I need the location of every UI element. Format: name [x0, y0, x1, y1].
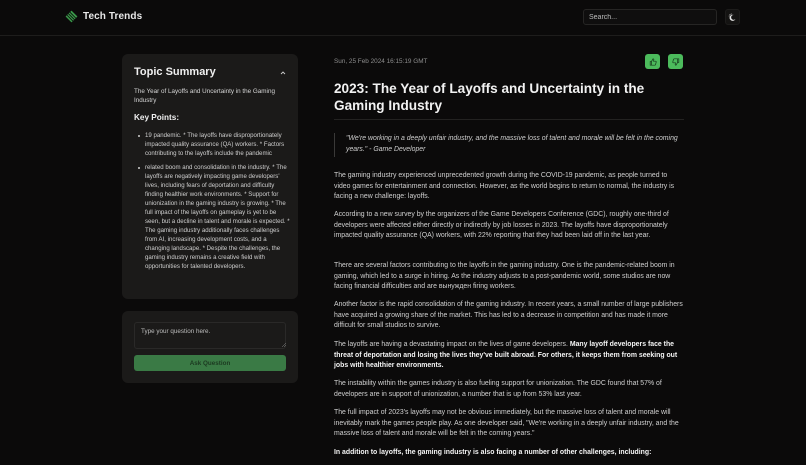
topic-summary-card [122, 54, 298, 299]
article-paragraph-impact [334, 340, 684, 372]
impact-text: The layoffs are having a devastating impact on the lives of game developers. [334, 341, 570, 348]
summary-title: Topic Summary [134, 66, 216, 78]
article-paragraph: The full impact of 2023's layoffs may not be obvious immediately, but the massive loss of talent and morale will inevitably mark the games people play. As one developer said, "We're working in a deeply unfair industry, and the massive loss of talent and morale will be felt in the coming years." [334, 409, 679, 438]
article-title: 2023: The Year of Layoffs and Uncertainty in the Gaming Industry [334, 81, 645, 113]
summary-subtitle: The Year of Layoffs and Uncertainty in the Gaming Industry [134, 88, 275, 104]
key-point-item: 19 pandemic. * The layoffs have disproportionately impacted quality assurance (QA) workers. * Factors contributing to the layoffs include the pandemic [134, 131, 292, 158]
closing-bold-text: In addition to layoffs, the gaming industry is also facing a number of other challenges, including: [334, 449, 652, 456]
thumbs-down-icon [672, 58, 680, 66]
ask-question-button[interactable]: Ask Question [134, 355, 286, 371]
moon-sun-icon [728, 13, 737, 22]
brand[interactable] [65, 10, 142, 23]
chevron-up-icon[interactable] [279, 69, 287, 77]
brand-logo-icon [65, 10, 78, 23]
brand-name: Tech Trends [83, 11, 143, 22]
key-points-heading: Key Points: [134, 113, 180, 122]
resize-grip-icon[interactable] [282, 343, 286, 347]
title-divider [334, 119, 684, 120]
article-paragraph: The instability within the games industry is also fueling support for unionization. The GDC found that 57% of developers are in support of unionization, a number that is up from 53% last year. [334, 380, 662, 398]
article-quote: "We're working in a deeply unfair industry, and the massive loss of talent and morale will be felt in the coming years." - Game Developer [334, 133, 684, 157]
article-closing-bold [334, 448, 684, 459]
article-paragraph: According to a new survey by the organizers of the Game Developers Conference (GDC), roughly one-third of developers were affected either directly or indirectly by job losses in 2023. The layoffs have disproportionately impacted quality assurance (QA) workers, with 22% reporting that they had been laid off in the last year. [334, 211, 669, 240]
impact-bold-text: Many layoff developers face the threat of deportation and losing the lives they've built abroad. For others, it keeps them from seeking out jobs with healthier environments. [334, 341, 678, 370]
ask-question-card [122, 311, 298, 383]
article-date: Sun, 25 Feb 2024 16:15:19 GMT [334, 58, 428, 65]
downvote-button[interactable] [668, 54, 683, 69]
key-point-item: related boom and consolidation in the industry. * The layoffs are negatively impacting game developers' lives, including fears of deportation and difficulty finding healthier work environments. * Support for unionization in the gaming industry is growing. * The full impact of the layoffs on gameplay is yet to be seen, but a decline in talent and morale is expected. * The gaming industry additionally faces challenges from AI, increasing development costs, and a changing landscape. * Despite the challenges, the gaming industry remains a creative field with opportunities for talented developers. [134, 163, 292, 271]
search-input[interactable] [583, 9, 717, 25]
article-paragraph: There are several factors contributing to the layoffs in the gaming industry. One is the pandemic-related boom in gaming, which led to a surge in hiring. As the industry adjusts to a post-pandemic world, some studios are now facing financial difficulties and are вынужден firing workers. [334, 262, 675, 291]
thumbs-up-icon [649, 58, 657, 66]
key-points-list [134, 131, 292, 276]
upvote-button[interactable] [645, 54, 660, 69]
article-paragraph: The gaming industry experienced unprecedented growth during the COVID-19 pandemic, as people turned to video games for entertainment and connection. However, as the world begins to return to normal, the industry is facing a new challenge: layoffs. [334, 172, 675, 201]
theme-toggle-button[interactable] [725, 9, 740, 25]
top-header [0, 0, 806, 36]
article-paragraph: Another factor is the rapid consolidation of the gaming industry. In recent years, a small number of large publishers have acquired a growing share of the market. This has led to a decrease in competition and has made it more difficult for small studios to survive. [334, 301, 683, 330]
question-input[interactable] [134, 322, 286, 349]
